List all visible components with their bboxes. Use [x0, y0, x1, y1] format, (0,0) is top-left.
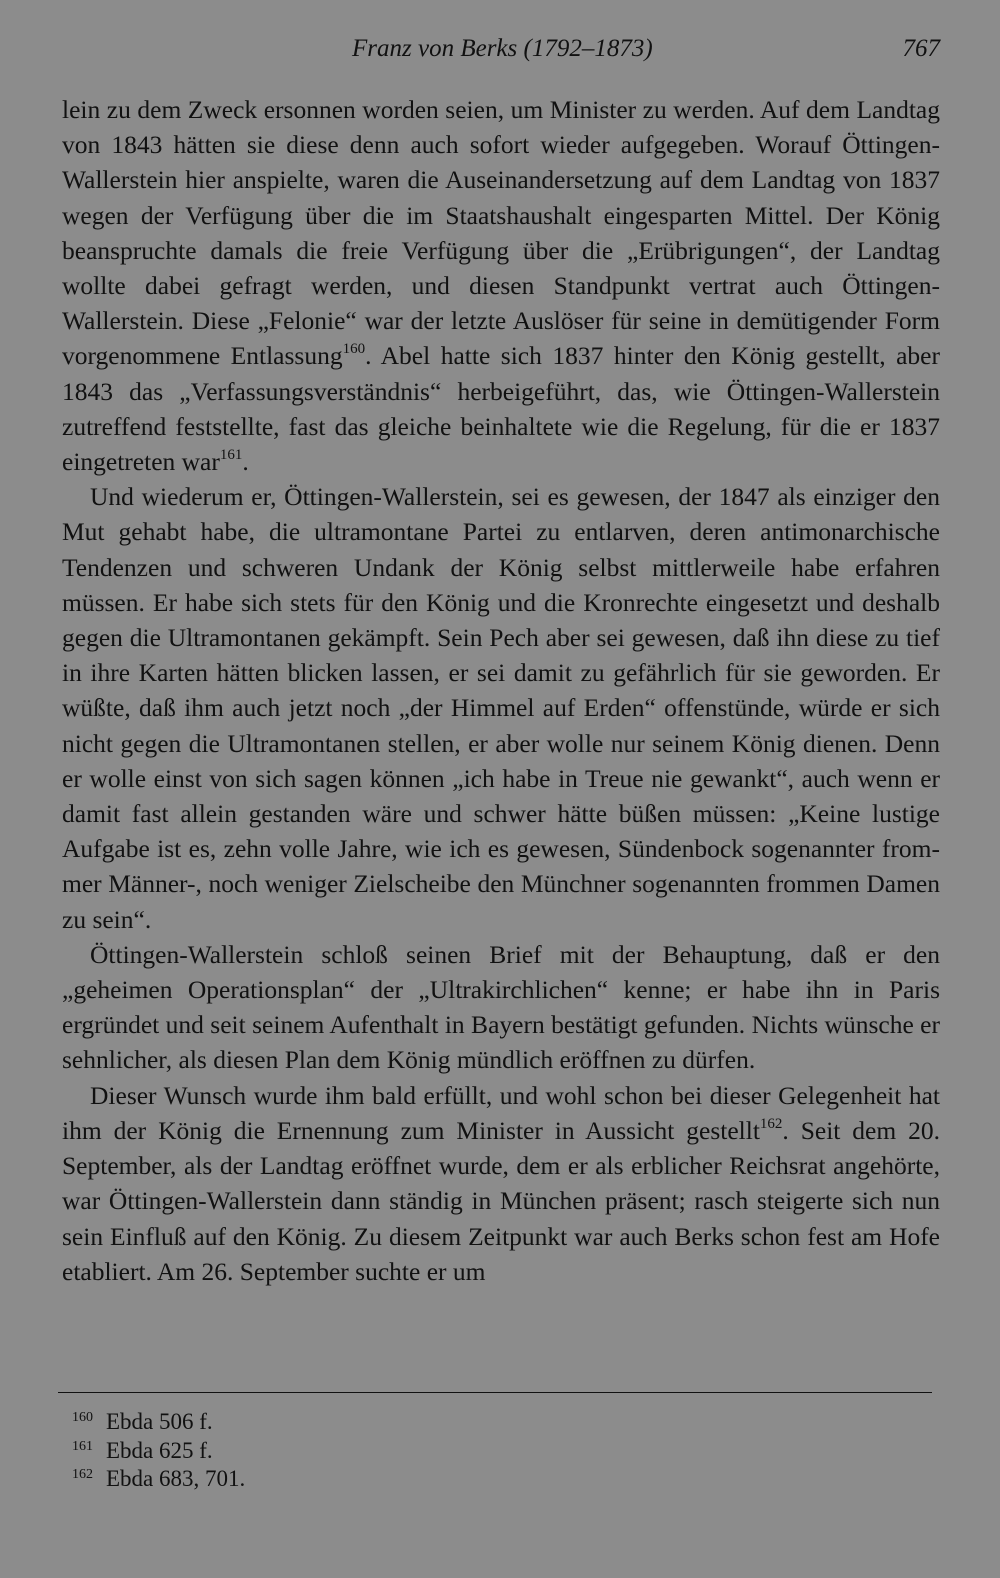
footnote-text: Ebda 506 f. — [106, 1409, 213, 1434]
page-number: 767 — [902, 35, 940, 62]
footnote-text: Ebda 683, 701. — [106, 1466, 246, 1491]
running-title: Franz von Berks (1792–1873) — [352, 35, 653, 62]
paragraph — [62, 479, 940, 937]
footnote-reference: 162 — [759, 1115, 783, 1132]
text-run: Dieser Wunsch wurde ihm bald erfüllt, und wohl schon bei dieser Gelegenheit hat ihm der König die Ernennung zum Minister in Aussicht gestellt — [62, 1080, 940, 1145]
footnote: 160 Ebda 506 f. — [72, 1409, 213, 1434]
text-run: . Seit dem 20. September, als der Landtag eröffnet wurde, dem er als erblicher Reichsrat angehörte, war Öttingen-Wallerstein dann ständig in München präsent; rasch steigerte sich nun sein Einfluß auf den König. Zu diesem Zeitpunkt war auch Berks schon fest am Hofe etabliert. Am 26. September suchte er um — [62, 1115, 940, 1286]
text-run: Öttingen-Wallerstein schloß seinen Brief mit der Behauptung, daß er den „geheimen Operationsplan“ der „Ultrakirchlichen“ kenne; er habe ihn in Paris ergründet und seit seinem Aufenthalt in Bayern bestätigt gefunden. Nichts wünsche er sehnlicher, als diesen Plan dem König mündlich eröffnen zu dürfen. — [62, 939, 940, 1075]
footnote-reference: 160 — [342, 341, 366, 358]
body-text — [62, 92, 940, 1289]
footnote: 162 Ebda 683, 701. — [72, 1466, 246, 1491]
page-header — [62, 34, 940, 64]
text-run: Und wiederum er, Öttingen-Wallerstein, sei es gewesen, der 1847 als einziger den Mut gehabt habe, die ultramontane Partei zu entlarven, deren antimonarchische Tendenzen und schweren Undank der König selbst mittlerweile habe erfahren müssen. Er habe sich stets für den König und die Kronrechte eingesetzt und deshalb gegen die Ultramontanen gekämpft. Sein Pech aber sei gewesen, daß ihn diese zu tief in ihre Karten hätten blicken lassen, er sei damit zu gefährlich für sie geworden. Er wüßte, daß ihm auch jetzt noch „der Himmel auf Erden“ offenstünde, würde er sich nicht gegen die Ultramontanen stellen, er aber wolle nur seinem König dienen. Denn er wolle einst von sich sagen können „ich habe in Treue nie gewankt“, auch wenn er damit fast allein gestanden wäre und schwer hätte büßen müssen: „Keine lustige Aufgabe ist es, zehn volle Jahre, wie ich es gewesen, Sündenbock sogenannter frommer Männer-, noch weniger Zielscheibe den Münchner sogenannten frommen Damen zu sein“. — [62, 482, 940, 934]
footnotes — [72, 1408, 772, 1494]
footnote-rule — [58, 1392, 932, 1393]
paragraph — [62, 92, 940, 479]
footnote: 161 Ebda 625 f. — [72, 1437, 213, 1463]
text-run: lein zu dem Zweck ersonnen worden seien, um Minister zu werden. Auf dem Landtag von 1843 hätten sie diese denn auch sofort wieder aufgegeben. Worauf Öttingen-Wallerstein hier anspielte, waren die Auseinandersetzung auf dem Landtag von 1837 wegen der Verfügung über die im Staatshaushalt eingesparten Mittel. Der König beanspruchte damals die freie Verfügung über die „Erübrigungen“, der Landtag wollte dabei gefragt werden, und diesen Standpunkt vertrat auch Öttingen-Wallerstein. Diese „Felonie“ war der letzte Auslöser für seine in demütigender Form vorgenommene Entlassung — [62, 95, 940, 371]
footnote-reference: 161 — [219, 447, 243, 464]
paragraph — [62, 937, 940, 1078]
text-run: . — [242, 447, 249, 477]
paragraph — [62, 1078, 940, 1289]
footnote-text: Ebda 625 f. — [106, 1437, 213, 1463]
text-run: . Abel hatte sich 1837 hinter den König gestellt, aber 1843 das „Verfassungsverständnis“ herbeigeführt, das, wie Öttingen-Wallerstein zutreffend feststellte, fast das gleiche beinhaltete wie die Regelung, für die er 1837 eingetreten war — [62, 341, 940, 477]
